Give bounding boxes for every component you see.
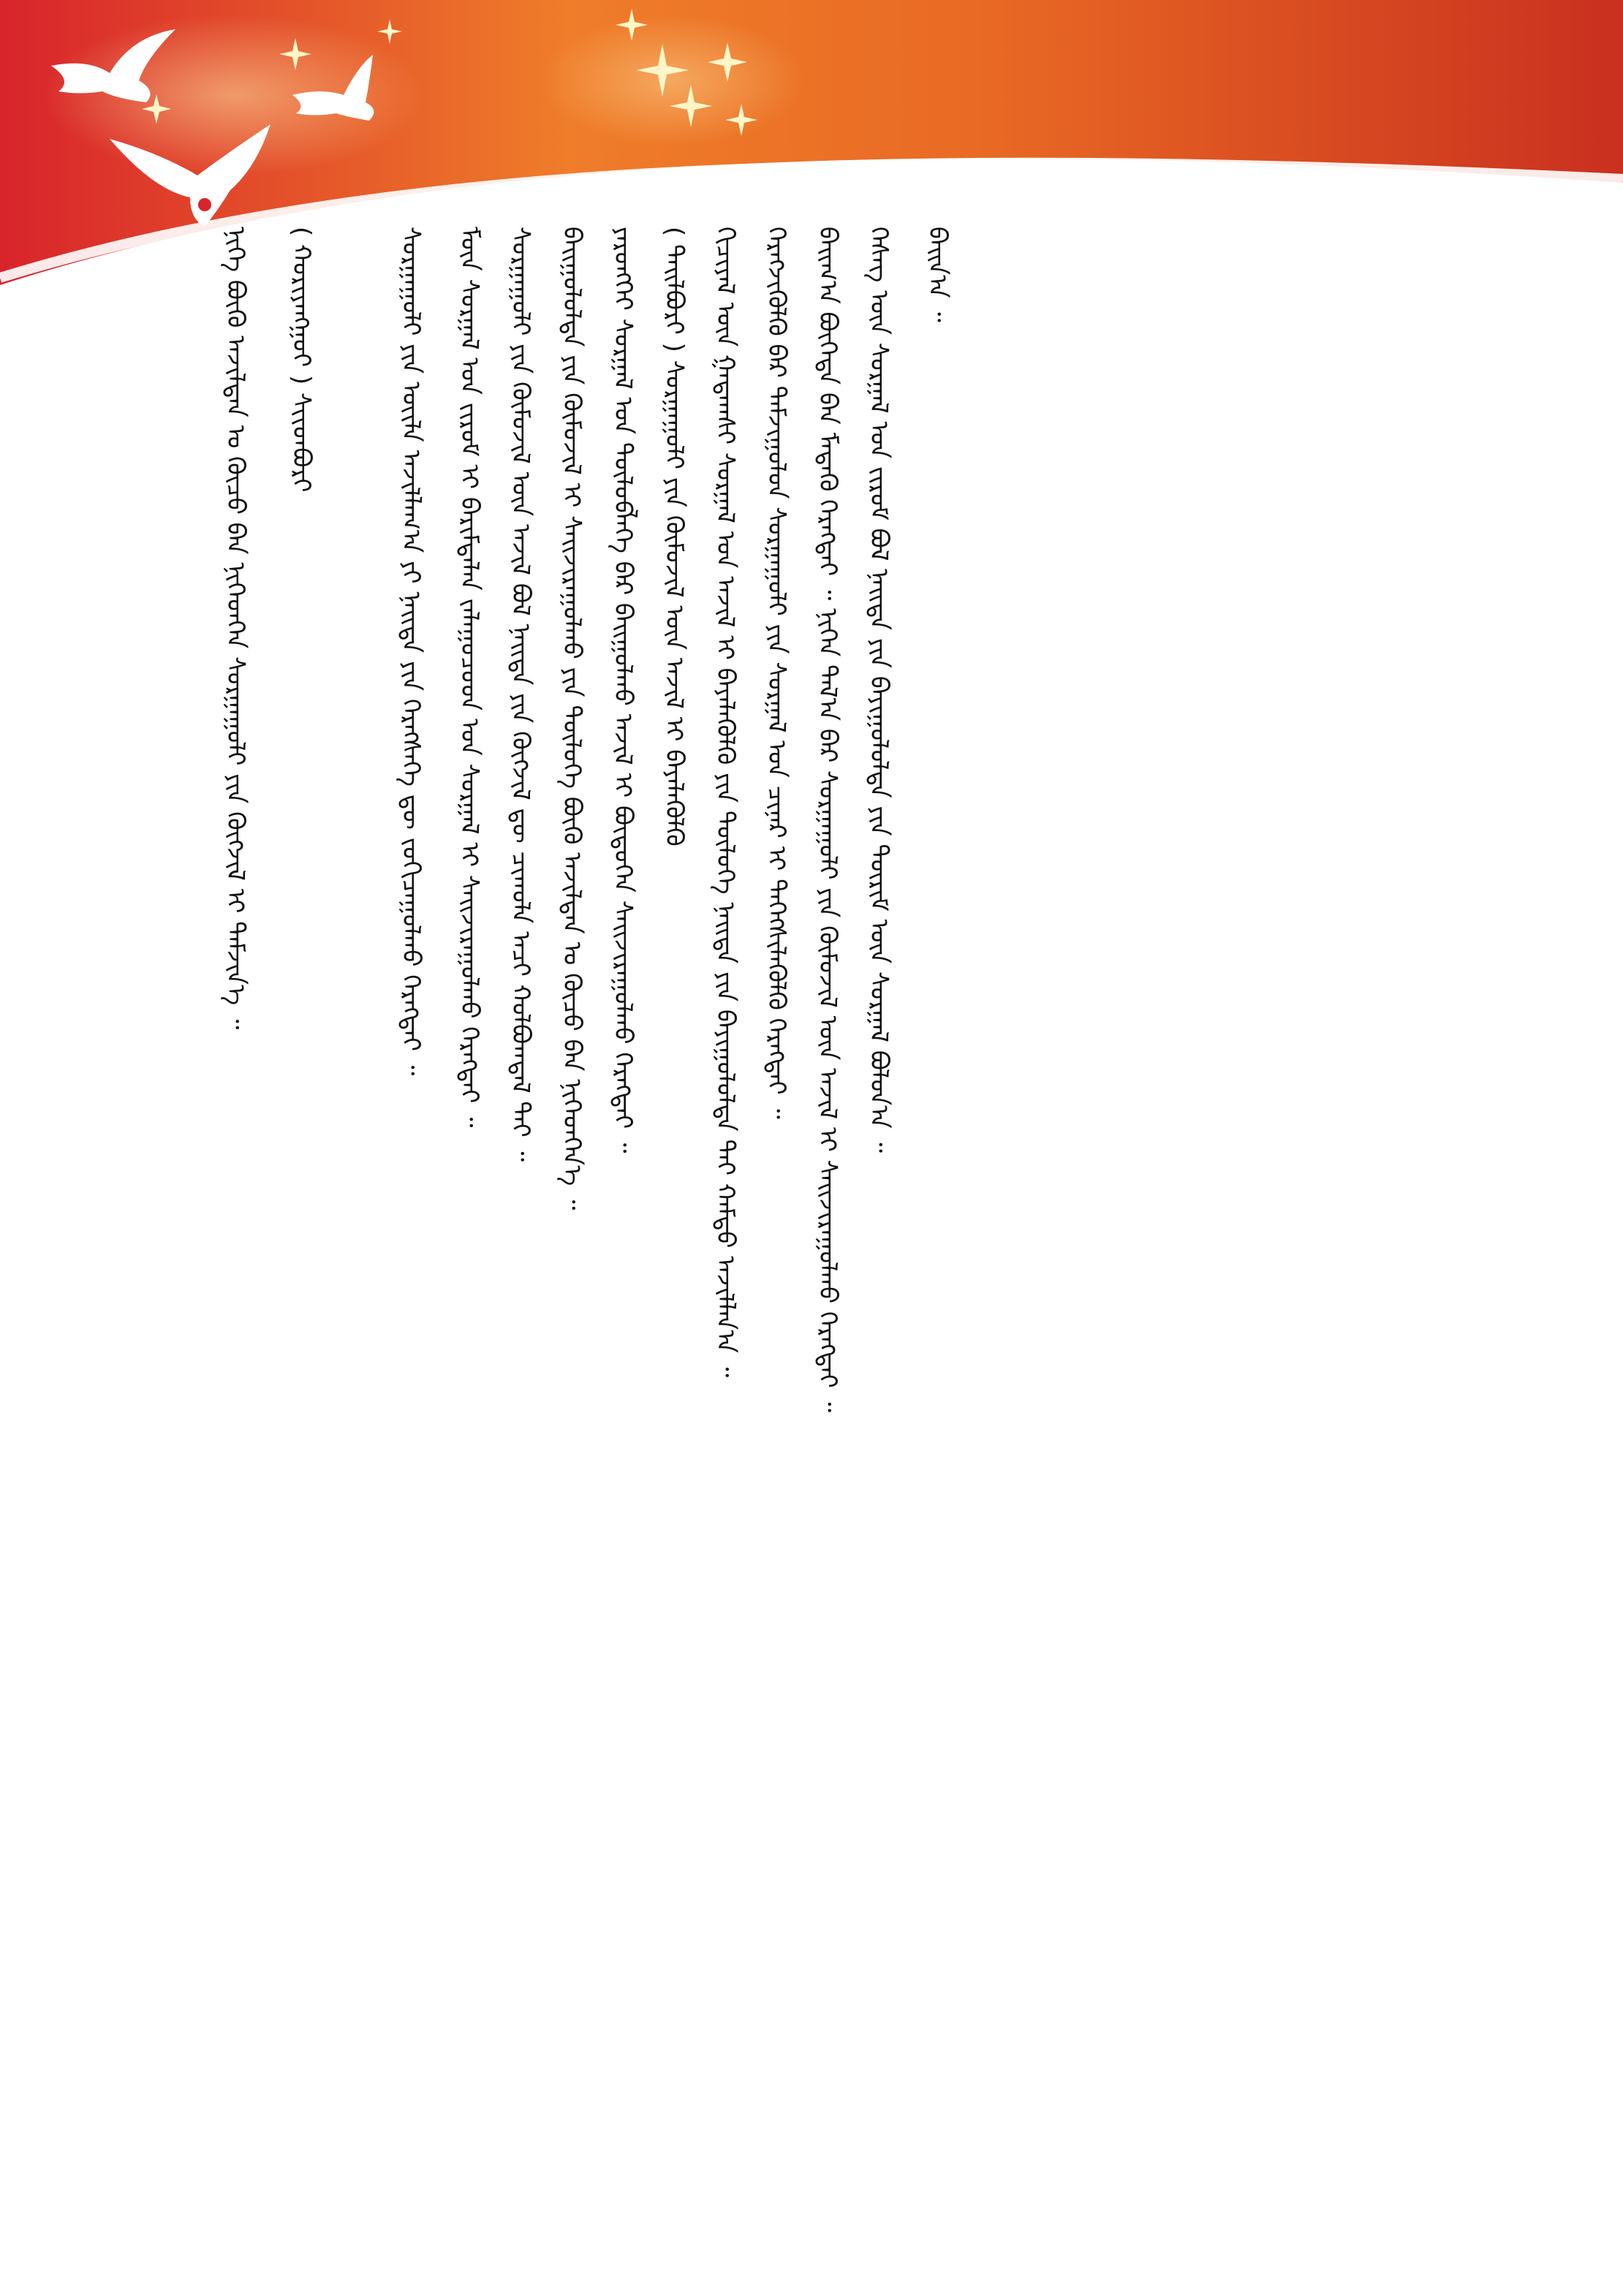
text-column bbox=[219, 227, 251, 2091]
text-line: ( ᠬᠤᠷᠢᠶᠠᠩᠭᠤᠢ ) ᠰᠢᠢᠳᠪᠦᠷᠢ bbox=[287, 227, 316, 493]
text-column bbox=[863, 227, 895, 2091]
text-line: ᠬᠢᠴᠢᠶᠡᠯ ᠦᠨ ᠭᠠᠳᠠᠭᠰᠢ ᠰᠤᠷᠭᠠᠯ ᠤᠨ ᠠᠵᠢᠯ ᠢ ᠪᠡᠶᠡᠯᠡᠭᠦᠯᠬᠦ ᠶᠢᠨ ᠲᠥᠯᠦᠭᠡ ᠨᠡᠢᠲᠡ ᠶᠢᠨ ᠪᠠᠶᠢᠭᠤᠯᠤᠯᠲᠠ ᠲᠠᠢ ᠬᠠᠮᠲᠤ ᠠᠵᠢᠯᠯᠠᠨ᠎ᠠ ᠃ bbox=[711, 227, 740, 1378]
text-line: ( ᠲᠠᠢᠯᠪᠤᠷᠢ ) ᠰᠤᠷᠭᠠᠭᠤᠯᠢ ᠶᠢᠨ ᠬᠦᠮᠦᠵᠢᠯ ᠦᠨ ᠠᠵᠢᠯ ᠢ ᠪᠡᠶᠡᠯᠡᠭᠦᠯᠬᠦ bbox=[659, 227, 689, 846]
text-line: ᠪᠠᠢᠨ᠎ᠠ ᠃ bbox=[923, 227, 952, 322]
text-line: ᠪᠠᠢᠭᠤᠯᠤᠯᠲᠠ ᠶᠢᠨ ᠬᠦᠮᠦᠵᠢᠯ ᠢ ᠰᠠᠢᠵᠢᠷᠠᠭᠤᠯᠬᠤ ᠶᠢᠨ ᠲᠥᠯᠦᠭᠡ ᠪᠦᠬᠦ ᠠᠵᠢᠯᠲᠠᠨ ᠤ ᠬᠦᠴᠦ ᠪᠡᠨ ᠨᠢᠭᠡᠳᠬᠡᠨ᠎ᠡ ᠃ bbox=[557, 227, 586, 1210]
text-column bbox=[658, 227, 690, 2091]
text-line: ᠬᠡᠰᠡᠭ ᠦᠨ ᠰᠤᠷᠭᠠᠯ ᠤᠨ ᠵᠢᠷᠤᠮ ᠪᠤᠯ ᠨᠡᠢᠲᠡ ᠶᠢᠨ ᠪᠠᠶᠢᠭᠤᠯᠤᠯᠲᠠ ᠶᠢᠨ ᠳᠦᠷᠢᠮ ᠦᠨ ᠰᠤᠷᠭᠠᠯ ᠪᠣᠯᠤᠨ᠎ᠠ ᠃ bbox=[864, 227, 893, 1153]
text-column bbox=[556, 227, 588, 2091]
text-line: ᠬᠡᠷᠡᠭᠵᠢᠭᠦᠯᠬᠦ ᠪᠠᠷ ᠳᠠᠮᠵᠢᠭᠤᠯᠤᠨ ᠰᠤᠷᠭᠠᠭᠤᠯᠢ ᠶᠢᠨ ᠰᠤᠷᠭᠠᠯ ᠤᠨ ᠴᠢᠨᠠᠷ ᠢ ᠳᠡᠭᠡᠭᠰᠢᠯᠡᠭᠦᠯᠬᠦ ᠬᠡᠷᠡᠭᠲᠡᠢ ᠃ bbox=[762, 227, 791, 1119]
text-line: ᠰᠤᠷᠭᠠᠭᠤᠯᠢ ᠶᠢᠨ ᠬᠦᠮᠦᠵᠢᠯ ᠦᠨ ᠠᠵᠢᠯ ᠪᠣᠯ ᠨᠡᠢᠲᠡ ᠶᠢᠨ ᠬᠥᠭᠵᠢᠯ ᠳᠦ ᠴᠢᠬᠤᠯᠠ ᠠᠴᠢ ᠬᠤᠯᠪᠤᠭᠳᠠᠯ ᠲᠠᠢ ᠃ bbox=[506, 227, 535, 1162]
text-column bbox=[453, 227, 485, 2091]
text-column bbox=[504, 227, 537, 2091]
text-column bbox=[760, 227, 792, 2091]
text-column bbox=[709, 227, 741, 2091]
text-line: ᠰᠤᠷᠭᠠᠭᠤᠯᠢ ᠶᠢᠨ ᠦᠢᠯᠡ ᠠᠵᠢᠯᠯᠠᠭ᠎ᠠ ᠶᠢ ᠨᠡᠢᠲᠡ ᠶᠢᠨ ᠬᠡᠷᠡᠭᠰᠡᠭᠡ ᠳᠦ ᠵᠣᠬᠢᠴᠠᠭᠤᠯᠬᠤ ᠬᠡᠷᠡᠭᠲᠡᠢ ᠃ bbox=[396, 227, 425, 1076]
mongolian-vertical-text bbox=[190, 227, 1433, 2091]
text-column bbox=[812, 227, 844, 2091]
text-column bbox=[395, 227, 427, 2091]
text-line: ᠮᠥᠨ ᠰᠤᠷᠭᠠᠯ ᠤᠨ ᠵᠢᠷᠤᠮ ᠢ ᠪᠠᠷᠢᠮᠲᠠᠯᠠᠨ ᠵᠠᠯᠠᠭᠤᠴᠤᠳ ᠤᠨ ᠰᠤᠷᠭᠠᠯ ᠢ ᠰᠠᠢᠵᠢᠷᠠᠭᠤᠯᠬᠤ ᠬᠡᠷᠡᠭᠲᠡᠢ ᠃ bbox=[455, 227, 484, 1128]
banner-glow-2 bbox=[541, 15, 804, 146]
text-line: ᠶᠡᠷᠦᠩᠬᠡᠢ ᠰᠤᠷᠭᠠᠯ ᠤᠨ ᠲᠥᠯᠦᠪᠯᠡᠭᠡ ᠪᠡᠷ ᠪᠠᠢᠭᠤᠯᠬᠤ ᠠᠵᠢᠯ ᠢ ᠪᠦᠲᠦᠭᠡᠨ ᠰᠠᠢᠵᠢᠷᠠᠭᠤᠯᠬᠤ ᠬᠡᠷᠡᠭᠲᠡᠢ ᠃ bbox=[608, 227, 638, 1153]
text-line: ᠨᠢᠭᠡ ᠪᠦᠬᠦ ᠠᠵᠢᠯᠲᠠᠨ ᠤ ᠬᠦᠴᠦ ᠪᠡᠨ ᠨᠢᠭᠡᠳᠬᠡᠨ ᠰᠤᠷᠭᠠᠭᠤᠯᠢ ᠶᠢᠨ ᠬᠥᠭᠵᠢᠯ ᠢ ᠳᠡᠮᠵᠢᠨ᠎ᠡ ᠃ bbox=[221, 227, 250, 1030]
text-column bbox=[921, 227, 953, 2091]
text-line: ᠪᠠᠢᠭ᠎ᠠ ᠪᠦᠭᠡᠳᠡ ᠪᠡᠨ ᠮᠡᠳᠡᠬᠦ ᠬᠡᠷᠡᠭᠲᠡᠢ ᠃ ᠨᠢᠭᠡᠨ ᠲᠠᠯ᠎ᠠ ᠪᠠᠷ ᠰᠤᠷᠭᠠᠭᠤᠯᠢ ᠶᠢᠨ ᠬᠦᠮᠦᠵᠢᠯ ᠦᠨ ᠠᠵᠢᠯ ᠢ ᠰᠠᠢᠵᠢᠷᠠᠭᠤᠯᠬᠤ ᠬᠡᠷᠡᠭᠲᠡᠢ ᠃ bbox=[813, 227, 842, 1413]
text-column bbox=[607, 227, 639, 2091]
text-column bbox=[285, 227, 317, 2091]
